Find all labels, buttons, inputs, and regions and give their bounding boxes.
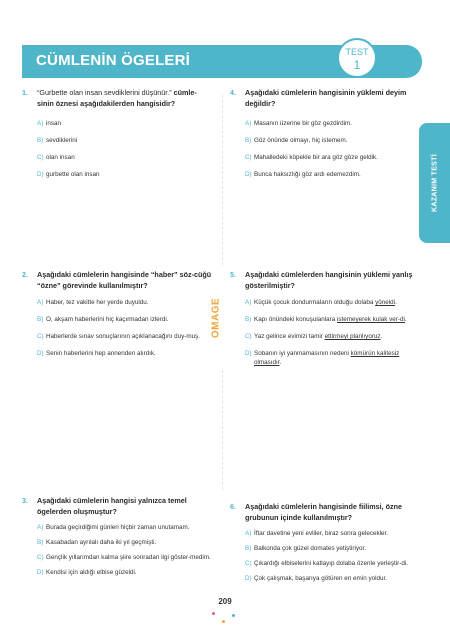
question-1 xyxy=(22,88,212,179)
decor-dot xyxy=(212,612,215,615)
option-b[interactable]: B) Balkonda çok güzel domates yetiştiriyor. xyxy=(245,545,367,552)
question-number: 6. xyxy=(230,502,236,511)
question-number: 4. xyxy=(230,88,236,97)
test-label: TEST xyxy=(345,47,369,57)
option-d[interactable]: D) Senin haberlerini hep annenden alırdık. xyxy=(37,350,156,357)
option-b[interactable]: B) Kasabadan ayrılalı daha iki yıl geçmişti. xyxy=(37,539,157,546)
test-badge xyxy=(337,38,377,78)
option-b[interactable]: B) sevdiklerini xyxy=(37,137,78,144)
option-a[interactable]: A) Burada geçirdiğimi günleri hiçbir zaman unutamam. xyxy=(37,524,190,531)
option-a[interactable]: A) Küçük çocuk dondurmaların olduğu dolaba yöneldi. xyxy=(245,299,397,306)
question-6 xyxy=(230,502,420,583)
watermark: OMAGE xyxy=(210,297,222,339)
option-b[interactable]: B) Göz önünde olmayı, hiç istemem. xyxy=(245,137,348,144)
option-d[interactable]: D) Kendisi için aldığı elbise güzeldi. xyxy=(37,569,137,576)
question-stem: Aşağıdaki cümlelerin hangisi yalnızca temel ögelerden oluşmuştur? xyxy=(37,496,187,516)
question-number: 2. xyxy=(22,270,28,279)
question-stem: Aşağıdaki cümlelerin hangisinde fiilimsi, özne grubunun içinde kullanılmıştır? xyxy=(245,502,402,522)
option-d[interactable]: D) Bunca haksızlığı göz ardı edemezdim. xyxy=(245,171,361,178)
question-stem: cümle-sinin öznesi aşağıdakilerden hangisidir? xyxy=(37,88,197,108)
side-tab xyxy=(419,123,450,243)
option-b[interactable]: B) O, akşam haberlerini hiç kaçırmadan izlerdi. xyxy=(37,316,169,323)
question-5 xyxy=(230,270,420,367)
option-c[interactable]: C) olan insan xyxy=(37,154,75,161)
question-number: 5. xyxy=(230,270,236,279)
option-c[interactable]: C) Yaz gelince evimizi tamir ettirmeyi planlıyoruz. xyxy=(245,333,383,340)
question-number: 3. xyxy=(22,496,28,505)
question-stem: Aşağıdaki cümlelerin hangisinin yüklemi deyim değildir? xyxy=(245,88,407,108)
question-quote: “Gurbette olan insan sevdiklerini düşünür.” xyxy=(37,88,172,97)
question-2 xyxy=(22,270,212,358)
decor-dot xyxy=(222,620,225,623)
column-divider xyxy=(222,95,223,265)
option-b[interactable]: B) Kapı önündeki konuşulanlara istemeyerek kulak ver-di. xyxy=(245,316,407,323)
option-a[interactable]: A) insan xyxy=(37,120,62,127)
question-stem: Aşağıdaki cümlelerin hangisinde “haber” söz-cüğü “özne” görevinde kullanılmıştır? xyxy=(37,270,212,290)
page-number: 209 xyxy=(218,597,232,606)
option-d[interactable]: D) Sobanın iyi yanmamasının nedeni kömürün kalitesiz olmasıdır. xyxy=(245,350,400,366)
decor-dot xyxy=(232,614,235,617)
option-a[interactable]: A) İftar davetine yeni evliler, biraz sonra gelecekler. xyxy=(245,530,389,537)
question-4 xyxy=(230,88,420,179)
option-d[interactable]: D) gurbette olan insan xyxy=(37,171,100,178)
question-3 xyxy=(22,496,212,577)
option-c[interactable]: C) Haberlerde sınav sonuçlarının açıklanacağını duy-muş. xyxy=(37,333,201,340)
option-a[interactable]: A) Masanın üzerine bir göz gezdirdim. xyxy=(245,120,352,127)
side-tab-label: KAZANIM TESTİ xyxy=(431,154,438,212)
page-title: CÜMLENİN ÖGELERİ xyxy=(36,52,191,69)
option-c[interactable]: C) Çıkardığı elbiselerini katlayıp dolaba özenle yerleştir-di. xyxy=(245,560,409,567)
option-a[interactable]: A) Haber, tez vakitte her yerde duyuldu. xyxy=(37,299,149,306)
column-divider xyxy=(222,370,223,490)
option-c[interactable]: C) Mahalledeki köpekle bir ara göz göze geldik. xyxy=(245,154,378,161)
option-d[interactable]: D) Çok çalışmak, başarıya götüren en emin yoldur. xyxy=(245,575,388,582)
question-number: 1. xyxy=(22,88,28,97)
test-number: 1 xyxy=(353,58,361,72)
option-c[interactable]: C) Gençlik yıllarımdan kalma şiire sonradan ilgi göster-medim. xyxy=(37,554,211,561)
question-stem: Aşağıdaki cümlelerden hangisinin yüklemi yanlış gösterilmiştir? xyxy=(245,270,413,290)
